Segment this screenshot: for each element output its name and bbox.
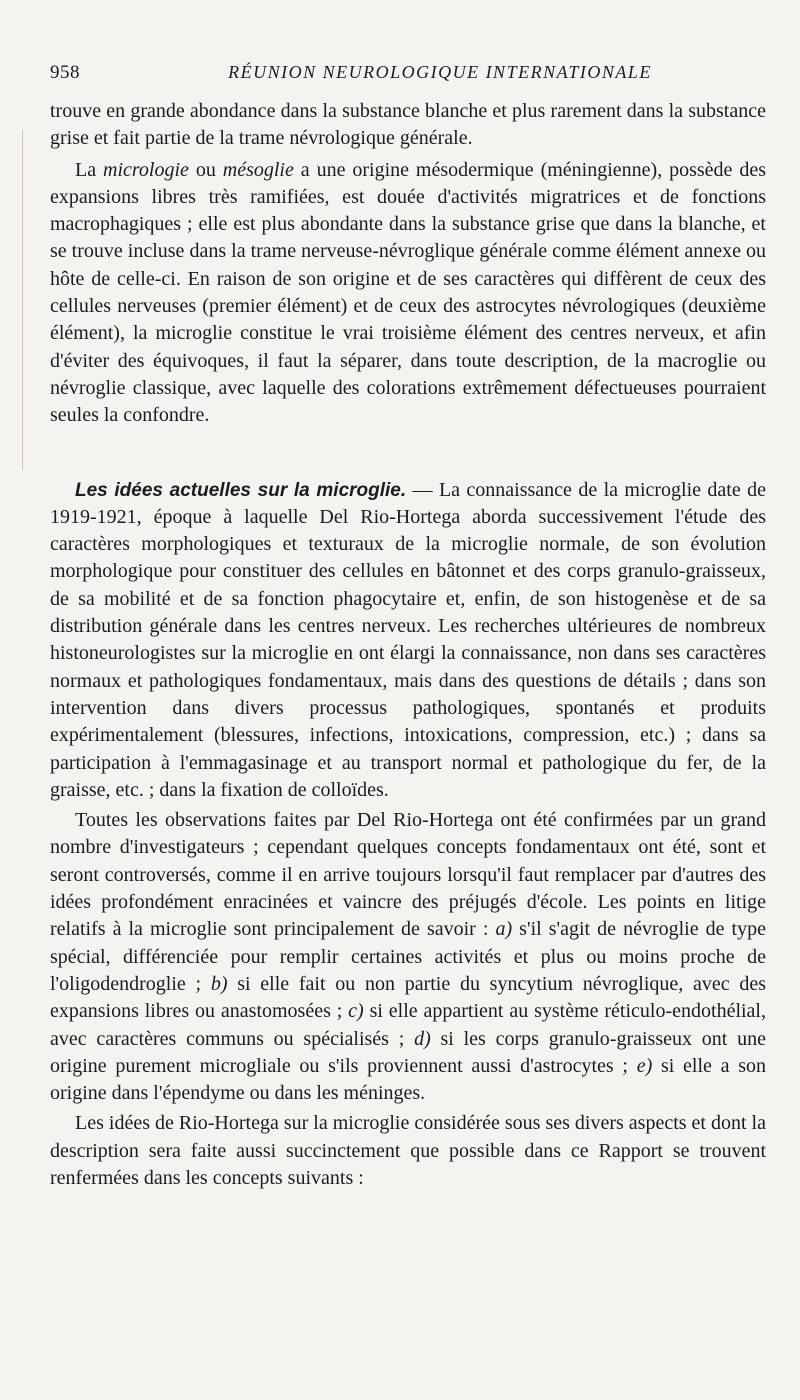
paragraph-points-en-litige — [50, 807, 766, 1107]
page-number: 958 — [50, 62, 80, 83]
term-micrologie: micrologie — [103, 158, 189, 181]
paragraph-continuation — [50, 98, 766, 153]
paragraph-text: La connaissance de la microglie date de 1919-1921, époque à laquelle Del Rio-Hortega aborda successivement l'étude des caractères morphologiques et texturaux de la microglie normale, de son évolution morphologique pour constituer des cellules en bâtonnet et des corps granulo-graisseux, de sa mobilité et de sa fonction phagocytaire et, enfin, de son histogenèse et de sa distribution générale dans les centres nerveux. Les recherches ultérieures de nombreux histoneurologistes sur la microglie en ont élargi la connaissance, non dans ses caractères normaux et pathologiques fondamentaux, mais dans des questions de détails ; dans son intervention dans divers processus pathologiques, spontanés et produits expérimentalement (blessures, infections, intoxications, compression, etc.) ; dans sa participation à l'emmagasinage et au transport normal et pathologique du fer, de la graisse, etc. ; dans la fixation de colloïdes. — [50, 478, 766, 801]
margin-pencil-mark — [22, 130, 23, 470]
paragraph-text: si elle appartient au système réticulo-endothélial, avec caractères communs ou spécialisés ; — [50, 1000, 766, 1050]
paragraph-text: trouve en grande abondance dans la substance blanche et plus rarement dans la substance grise et fait partie de la trame névrologique générale. — [50, 100, 766, 150]
list-label-b: b) — [210, 972, 228, 995]
page-header — [50, 62, 762, 86]
paragraph-text: Les idées de Rio-Hortega sur la microglie considérée sous ses divers aspects et dont la description sera faite aussi succinctement que possible dans ce Rapport se trouvent renfermées dans les concepts suivants : — [50, 1112, 766, 1189]
list-label-c: c) — [348, 1000, 364, 1023]
list-label-e: e) — [636, 1054, 653, 1077]
paragraph-text: Toutes les observations faites par Del Rio-Hortega ont été confirmées par un grand nombre d'investigateurs ; cependant quelques concepts fondamentaux ont été, sont et seront controversés, comme il en arrive toujours lorsqu'il faut remplacer par d'autres des idées profondément enracinées et vaincre des préjugés d'école. Les points en litige relatifs à la microglie sont principalement de savoir : — [50, 809, 766, 941]
paragraph-text: si elle fait ou non partie du syncytium névroglique, avec des expansions libres ou anastomosées ; — [50, 972, 766, 1023]
paragraph-text: a une origine mésodermique (méningienne), possède des expansions libres très ramifiées, est douée d'activités migratrices et de fonctions macrophagiques ; elle est plus abondante dans la substance grise que dans la blanche, et se trouve incluse dans la trame nerveuse-névroglique générale comme élément annexe ou hôte de celle-ci. En raison de son origine et de ses caractères qui diffèrent de ceux des cellules nerveuses (premier élément) et de ceux des astrocytes névrologiques (deuxième élément), la microglie constitue le vrai troisième élément des centres nerveux, et afin d'éviter des équivoques, il faut la séparer, dans toute description, de la macroglie ou névroglie classique, avec laquelle des colorations extrêmement défectueuses pourraient seules la confondre. — [50, 158, 767, 427]
paragraph-micrologie — [50, 157, 766, 430]
body-text — [50, 98, 766, 1192]
list-label-a: a) — [495, 918, 513, 941]
heading-dash: — — [406, 478, 439, 501]
term-mesoglie: mésoglie — [222, 158, 294, 181]
running-head: RÉUNION NEUROLOGIQUE INTERNATIONALE — [228, 62, 652, 82]
paragraph-connector: ou — [188, 158, 223, 181]
paragraph-idees-rio-hortega — [50, 1110, 766, 1192]
paragraph-text: s'il s'agit de névroglie de type spécial, différenciée pour remplir certaines activités et plus ou moins proche de l'oligodendroglie ; — [50, 918, 766, 995]
paragraph-text: si elle a son origine dans l'épendyme ou dans les méninges. — [50, 1054, 766, 1105]
list-label-d: d) — [414, 1027, 431, 1050]
paragraph-text: si les corps granulo-graisseux ont une origine purement microgliale ou s'ils proviennent aussi d'astrocytes ; — [50, 1027, 766, 1077]
paragraph-lead: La — [75, 158, 104, 181]
section-heading: Les idées actuelles sur la microglie. — [75, 479, 407, 501]
paragraph-section-idees-actuelles — [50, 477, 766, 805]
